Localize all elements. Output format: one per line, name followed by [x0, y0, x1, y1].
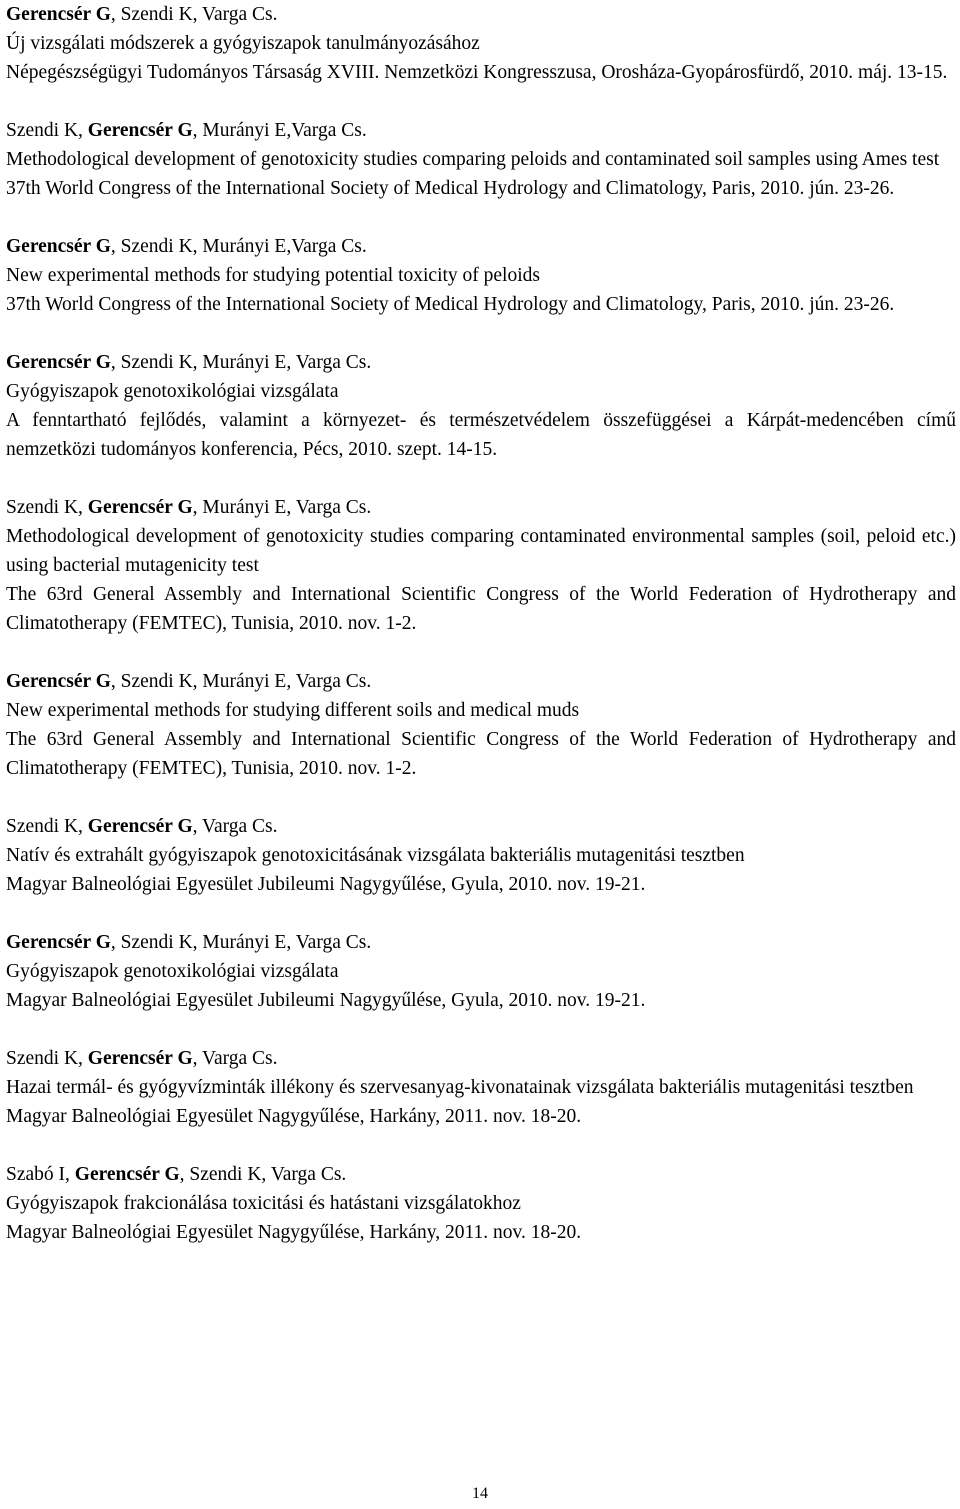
entry-title: Gyógyiszapok genotoxikológiai vizsgálata: [6, 961, 339, 982]
entry-venue: The 63rd General Assembly and International Scientific Congress of the World Federation of Hydrotherapy and Climatotherapy (FEMTEC), Tunisia, 2010. nov. 1-2.: [6, 729, 956, 779]
publication-entry: [6, 1160, 956, 1247]
other-authors: , Szendi K, Varga Cs.: [110, 4, 278, 25]
entry-title: Új vizsgálati módszerek a gyógyiszapok tanulmányozásához: [6, 33, 480, 54]
publication-entry: [6, 812, 956, 899]
highlighted-author: Gerencsér G: [74, 1164, 180, 1185]
highlighted-author: Gerencsér G: [87, 1048, 193, 1069]
leading-authors: Szendi K,: [6, 497, 88, 518]
other-authors: , Szendi K, Varga Cs.: [179, 1164, 347, 1185]
other-authors: , Szendi K, Murányi E, Varga Cs.: [110, 671, 372, 692]
other-authors: , Szendi K, Murányi E,Varga Cs.: [110, 236, 367, 257]
other-authors: , Varga Cs.: [192, 1048, 278, 1069]
other-authors: , Murányi E, Varga Cs.: [192, 497, 372, 518]
publication-entry: [6, 116, 956, 203]
entry-venue: 37th World Congress of the International Society of Medical Hydrology and Climatology, Paris, 2010. jún. 23-26.: [6, 178, 895, 199]
entry-title: New experimental methods for studying potential toxicity of peloids: [6, 265, 540, 286]
other-authors: , Szendi K, Murányi E, Varga Cs.: [110, 352, 372, 373]
entry-title: New experimental methods for studying different soils and medical muds: [6, 700, 580, 721]
page-number: 14: [472, 1485, 488, 1502]
publication-entry: [6, 348, 956, 464]
highlighted-author: Gerencsér G: [6, 671, 111, 692]
entry-authors: [6, 348, 956, 377]
leading-authors: Szendi K,: [6, 120, 88, 141]
entry-venue: Magyar Balneológiai Egyesület Jubileumi Nagygyűlése, Gyula, 2010. nov. 19-21.: [6, 990, 646, 1011]
publication-entry: [6, 232, 956, 319]
publication-entry: [6, 493, 956, 638]
entry-authors: [6, 1160, 956, 1189]
entry-authors: [6, 493, 956, 522]
entry-authors: [6, 116, 956, 145]
entry-authors: [6, 667, 956, 696]
entry-title: Methodological development of genotoxicity studies comparing peloids and contaminated soil samples using Ames test: [6, 149, 940, 170]
other-authors: , Szendi K, Murányi E, Varga Cs.: [110, 932, 372, 953]
highlighted-author: Gerencsér G: [6, 4, 111, 25]
highlighted-author: Gerencsér G: [87, 816, 193, 837]
highlighted-author: Gerencsér G: [87, 120, 193, 141]
entry-title: Gyógyiszapok genotoxikológiai vizsgálata: [6, 381, 339, 402]
highlighted-author: Gerencsér G: [87, 497, 193, 518]
entry-venue: Népegészségügyi Tudományos Társaság XVIII. Nemzetközi Kongresszusa, Orosháza-Gyopárosfürdő, 2010. máj. 13-15.: [6, 62, 948, 83]
other-authors: , Murányi E,Varga Cs.: [192, 120, 367, 141]
entry-title: Methodological development of genotoxicity studies comparing contaminated environmental samples (soil, peloid etc.) using bacterial mutagenicity test: [6, 526, 956, 576]
entry-venue: Magyar Balneológiai Egyesület Nagygyűlése, Harkány, 2011. nov. 18-20.: [6, 1106, 582, 1127]
entry-title: Gyógyiszapok frakcionálása toxicitási és hatástani vizsgálatokhoz: [6, 1193, 521, 1214]
entry-authors: [6, 928, 956, 957]
leading-authors: Szabó I,: [6, 1164, 75, 1185]
publication-entry: [6, 928, 956, 1015]
entry-authors: [6, 1044, 956, 1073]
entry-title: Hazai termál- és gyógyvízminták illékony és szervesanyag-kivonatainak vizsgálata bakteriális mutagenitási tesztben: [6, 1077, 914, 1098]
entry-venue: The 63rd General Assembly and International Scientific Congress of the World Federation of Hydrotherapy and Climatotherapy (FEMTEC), Tunisia, 2010. nov. 1-2.: [6, 584, 956, 634]
entry-venue: Magyar Balneológiai Egyesület Nagygyűlése, Harkány, 2011. nov. 18-20.: [6, 1222, 582, 1243]
highlighted-author: Gerencsér G: [6, 932, 111, 953]
highlighted-author: Gerencsér G: [6, 236, 111, 257]
entry-venue: Magyar Balneológiai Egyesület Jubileumi Nagygyűlése, Gyula, 2010. nov. 19-21.: [6, 874, 646, 895]
entry-title: Natív és extrahált gyógyiszapok genotoxicitásának vizsgálata bakteriális mutagenitási tesztben: [6, 845, 745, 866]
leading-authors: Szendi K,: [6, 1048, 88, 1069]
highlighted-author: Gerencsér G: [6, 352, 111, 373]
publication-entry: [6, 0, 956, 87]
publication-list: [6, 0, 956, 1276]
entry-authors: [6, 0, 956, 29]
leading-authors: Szendi K,: [6, 816, 88, 837]
entry-authors: [6, 232, 956, 261]
publication-entry: [6, 1044, 956, 1131]
publication-entry: [6, 667, 956, 783]
other-authors: , Varga Cs.: [192, 816, 278, 837]
entry-venue: 37th World Congress of the International Society of Medical Hydrology and Climatology, Paris, 2010. jún. 23-26.: [6, 294, 895, 315]
entry-authors: [6, 812, 956, 841]
entry-venue: A fenntartható fejlődés, valamint a környezet- és természetvédelem összefüggései a Kárpát-medencében című nemzetközi tudományos konferencia, Pécs, 2010. szept. 14-15.: [6, 410, 956, 460]
